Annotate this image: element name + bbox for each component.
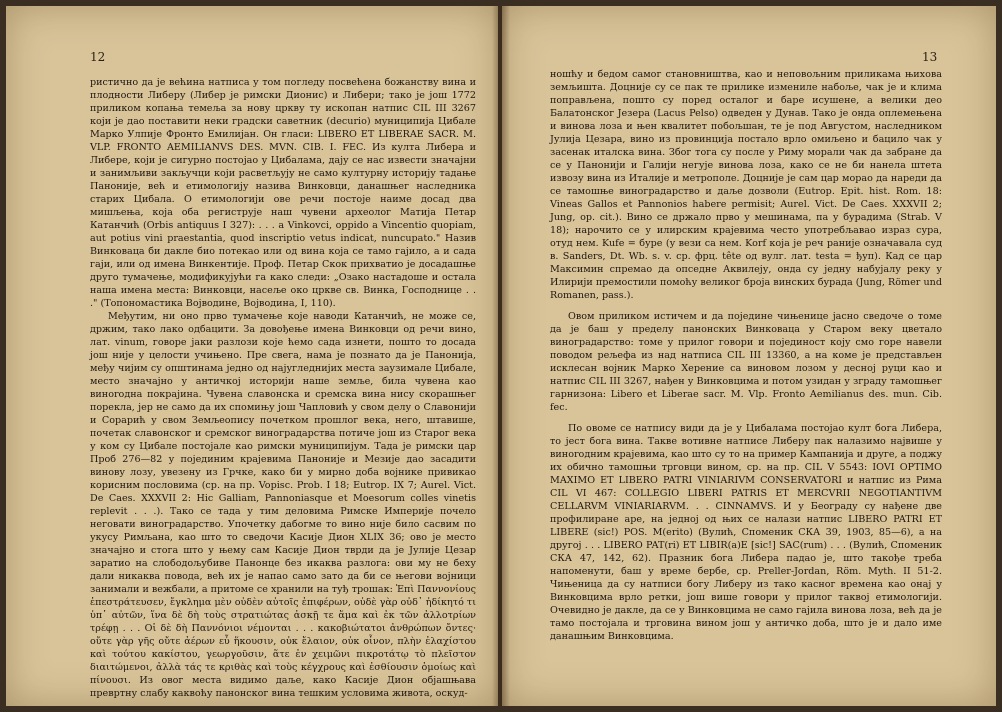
book-gutter [492,6,510,706]
body-text [90,76,476,700]
page-number: 12 [90,50,106,64]
right-page [502,6,996,706]
page-number: 13 [922,50,938,64]
left-page [6,6,498,706]
paragraph: ристично да је већина натписа у том погледу посвећена божанству вина и плодности Либеру (Либер је римски Дионис) и Либери; тако је још 1772 приликом копања темеља за нову цркву ту ископан натпис CIL III 3267 који је дао поставити неки градски саветник (decurio) муниципија Цибале Марко Улпије Фронто Емилијан. Он гласи: LIBERO ET LIBERAE SACR. M. VLP. FRONTO AEMILIANVS DES. MVN. CIB. I. FEC. Из култа Либера и Либере, који је сигурно постојао у Цибалама, дају се нас извести значајни и занимљиви закључци који расветљују не само културну историју тадање Панонијe, већ и етимологију назива Винковци, данашњег наследника старих Цибала. О етимологији ове речи постоје наиме досад два мишљења, која оба региструје наш чувени археолог Матија Петар Катанчић (Orbis antiquus I 327): . . . a Vinkovci, oppido a Vincentio quopiam, aut potius vini praestantia, quod inscriptio vetus indicat, nuncupato." Назив Винковаца би дакле био потекао или од вина која се тамо гајило, а и сада гаји, или од имена Винкентије. Проф. Петар Скок прихватио је досадашње друго тумачење, модификујући га како следи: „Озако настадоше и остала наша имена места: Винковци, насеље око цркве св. Винка, Господнице . . ." (Топономастика Војводине, Војводина, I, 110). [90,77,476,309]
body-text [550,68,942,643]
paragraph: По овоме се натпису види да је у Цибалама постојао култ бога Либера, то јест бога вина. Такве вотивне натписе Либеру пак налазимо највише у виноrодним крајевима, као што су то на пример Кампанија и друге, а поджу их обично тамошњи трговци вином, ср. на пр. CIL V 5543: IOVI OPTIMO MAXIMO ET LIBERO PATRI VINIARIVM CONSERVATORI и натпис из Рима CIL VI 467: COLLEGIO LIBERI PATRIS ET MERCVRII NEGOTIANTIVM CELLARVM VINIARIARVM. . . CINNAMVS. И у Београду су нађене две профилиране аре, на једној од њих се налази натпис LIBERO PATRI ET LIBERE (sic!) POS. M(erito) (Вулић, Споменик СКА 39, 1903, 85—6), а на другој . . . LIBERO PAT(ri) ET LIBIR(a)E [sic!] SAC(rum) . . . (Вулић, Споменик СКА 47, 142, 62). Празник бога Либера падао је, што такође треба напоменути, баш у време бербе, ср. Preller-Jordan, Röm. Myth. II 51-2. Чињеница да су натписи богу Либеру из тако касног времена као онај у Винковцима врло ретки, још више говори у прилог таквој етимологији. Очевидно је дакле, да се у Винковцима не само гајила винова лоза, већ да је тамо постојала и трговина вином још у античко доба, што је и дало име данашњим Винковцима. [550,423,942,642]
paragraph: Међутим, ни оно прво тумачење које наводи Катанчић, не може се, држим, тако лако одбацити. За довођење имена Винковци од речи вино, лат. vinum, говоре јаки разлози које ћемо сада изнети, пошто то досада још није у целости учињено. Пре свега, нама је познато да је Панонија, међу чијим су општинама једно од најугледнијих места заузимале Цибале, место значајно у античкој историји наше земље, била чувена као виноrодна покрајина. Чувена славонска и сремска вина нису скорашњег порекла, јер не само да их спомињу још Чапловић у свом делу о Славонији и Сорарић у свом Земљеопису почетком прошлог века, него, штавише, почетак славонског и сремског виноградарства потиче још из Старог века у ком су Цибале постојале као римски муниципијум. Тада је римски цар Проб 276—82 у појединим крајевима Паноније и Мезије дао засадити винову лозу, увезену из Грчке, како би у мирно доба војнике привикао корисним пословима (ср. на пр. Vopisc. Prob. I 18; Eutrop. IX 7; Aurel. Vict. De Caes. XXXVII 2: Hic Galliam, Pannoniasque et Moesorum colles vinetis replevit . . .). Тако се тада у тим деловима Римске Империје почело неговати виноградарство. Упочетку дабогме то вино није било сасвим по укусу Римљана, као што то сведочи Касије Дион XLIX 36; ово је место значајно и стога што у њему сам Касије Дион тврди да је Јулије Цезар заратио на слободољубиве Панонце без икаква разлога: ови му не беху дали никаква повода, већ их је напао само зато да би се његови војници занимали и вежбали, а притоме се хранили на туђ трошак: Ἐπὶ Παννονίους ἐπεστράτευσεν, ἔγκλημα μὲν οὐδὲν αὐτοῖς ἐπιφέρων, οὐδὲ γὰρ οὐδ᾽ ἠδίκητό τι ὑπ᾽ αὐτῶν, ἵνα δὲ δὴ τοὺς στρατιώτας ἀσκῇ τε ἅμα καὶ ἐκ τῶν ἀλλοτρίων τρέφῃ . . . Οἱ δὲ δὴ Παννόνιοι νέμονται . . . κακοβιώτατοι ἀνθρώπων ὄντες· οὔτε γὰρ γῆς οὔτε ἀέρων εὖ ἥκουσιν, οὐκ ἔλαιον, οὐκ οἶνον, πλὴν ἐλαχίστου καὶ τούτου κακίστου, γεωργοῦσιν, ἅτε ἐν χειμῶνι πικροτάτῳ τὸ πλεῖστον διαιτώμενοι, ἀλλὰ τάς τε κριθὰς καὶ τοὺς κέγχρους καὶ ἐσθίουσιν ὁμοίως καὶ πίνουσι. Из овог места видимо даље, како Касије Дион објашњава превртну слабу каквоћу панонског вина тешким условима живота, оскуд- [90,311,477,699]
paragraph: ношћу и бедом самог становништва, као и неповољним приликама њихова земљишта. Доцније су се пак те прилике измениле набоље, чак је и клима поправљена, пошто су поред осталог и баре исушене, а велики део Балатонског Језера (Lacus Pelso) одведен у Дунав. Тако је онда оплемењена и винова лоза и њен квалитет побољшан, те је под Августом, наследником Јулија Цезара, вино из провинција постало врло омиљено и бацило чак у засенак италска вина. Због тога су после у Риму морали чак да забране да се у Панонији и Галији негује винова лоза, како се не би нанела штета извозу вина из Италије и метрополе. Доцније је сам цар морао да нареди да се тамошње виноградарство и даље дозволи (Eutrop. Epit. hist. Rom. 18: Vineas Gallos et Pannonios habere permisit; Aurel. Vict. De Caes. XXXVII 2; Jung, op. cit.). Вино се држало прво у мешинама, па у бурадима (Strab. V 18); нарочито се у илирским крајевима често употребљавао израз сура, отуд нем. Kufe = буре (у вези са нем. Korf која је реч раније означавала суд в. Sanders, Dt. Wb. s. v. ср. фрц. tête од вулг. лат. testa = ђуп). Кад се цар Максимин спремао да опседне Аквилеју, онда су једну набујалу реку у Илирији премостили помоћу великог броја винских бурада (Jung, Römer und Romanen, pass.). [550,69,942,301]
paragraph: Овом приликом истичем и да поједине чињенице јасно сведоче о томе да је баш у пределу панонских Винковаца у Старом веку цветало виноградарство: томе у прилог говори и појединост коју смо горе навели поводом рељефа из над натписа CIL III 13360, а на коме је представљен исклесан војник Марко Херение са виновом лозом у десној руци као и натпис CIL III 3267, нађен у Винковцима и потом узидан у зграду тамошњег гарнизона: Libero et Liberae sacr. M. Vlp. Fronto Aemilianus des. mun. Cib. fec. [550,311,942,413]
